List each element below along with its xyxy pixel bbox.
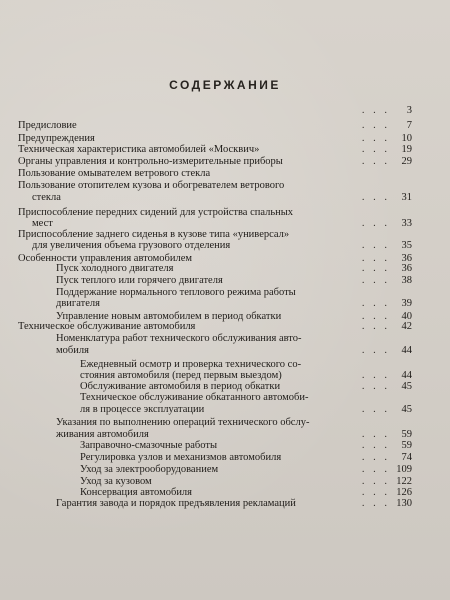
dot-leader: . . . xyxy=(361,298,390,309)
toc-page-number: 29 xyxy=(401,156,412,167)
toc-entry-continuation: ля в процессе эксплуатации xyxy=(80,404,205,415)
toc-entry-title: Ежедневный осмотр и проверка технического со- xyxy=(80,359,302,370)
toc-entry-title: Органы управления и контрольно-измерительные приборы xyxy=(18,156,283,167)
toc-entry-title: Номенклатура работ технического обслуживания авто- xyxy=(56,333,302,344)
toc-entry-title: Поддержание нормального теплового режима работы xyxy=(56,287,296,298)
toc-page-number: 33 xyxy=(401,218,412,229)
toc-entry-title: Пользование отопителем кузова и обогревателем ветрового xyxy=(18,180,285,191)
toc-page-number: 45 xyxy=(401,404,412,415)
toc-page-number: 59 xyxy=(401,440,412,451)
page-title: СОДЕРЖАНИЕ xyxy=(169,78,281,92)
toc-entry-title: Техническое обслуживание автомобиля xyxy=(18,321,196,332)
toc-entry-continuation: стекла xyxy=(32,192,61,203)
toc-page-number: 19 xyxy=(401,144,412,155)
toc-page-number: 74 xyxy=(401,452,412,463)
toc-page-number: 130 xyxy=(396,498,412,509)
toc-page-number: 10 xyxy=(401,133,412,144)
toc-entry xyxy=(18,464,412,476)
dot-leader: . . . xyxy=(361,321,390,332)
toc-entry-title: Предисловие xyxy=(18,120,77,131)
toc-page-number: 42 xyxy=(401,321,412,332)
dot-leader: . . . xyxy=(361,240,390,251)
toc-page-number: 44 xyxy=(401,370,412,381)
toc-page-number: 38 xyxy=(401,275,412,286)
toc-entry xyxy=(18,452,412,464)
dot-leader: . . . xyxy=(361,370,390,381)
toc-entry-title: Пуск теплого или горячего двигателя xyxy=(56,275,223,286)
toc-entry xyxy=(18,476,412,488)
dot-leader: . . . xyxy=(361,105,390,116)
toc-entry-continuation: мест xyxy=(32,218,53,229)
dot-leader: . . . xyxy=(361,381,390,392)
toc-page-number: 126 xyxy=(396,487,412,498)
toc-entry-title: Консервация автомобиля xyxy=(80,487,193,498)
toc-entry-title: Предупреждения xyxy=(18,133,95,144)
toc-entry-title: Особенности управления автомобилем xyxy=(18,253,193,264)
toc-entry xyxy=(18,120,412,132)
dot-leader: . . . xyxy=(361,498,390,509)
toc-entry xyxy=(18,144,412,156)
dot-leader: . . . xyxy=(361,192,390,203)
toc-page-number: 31 xyxy=(401,192,412,203)
dot-leader: . . . xyxy=(361,440,390,451)
toc-page-number: 36 xyxy=(401,263,412,274)
dot-leader: . . . xyxy=(361,275,390,286)
toc-entry xyxy=(18,440,412,452)
dot-leader: . . . xyxy=(361,263,390,274)
dot-leader: . . . xyxy=(361,452,390,463)
toc-entry xyxy=(18,321,412,333)
dot-leader: . . . xyxy=(361,311,390,322)
dot-leader: . . . xyxy=(361,218,390,229)
toc-entry-title: Пользование омывателем ветрового стекла xyxy=(18,168,211,179)
toc-page-number: 36 xyxy=(401,253,412,264)
toc-entry-continuation: двигателя xyxy=(56,298,100,309)
toc-entry-title: Уход за электрооборудованием xyxy=(80,464,219,475)
toc-page-number: 40 xyxy=(401,311,412,322)
toc-page-number: 44 xyxy=(401,345,412,356)
toc-page-number: 3 xyxy=(406,105,412,116)
dot-leader: . . . xyxy=(361,404,390,415)
dot-leader: . . . xyxy=(361,133,390,144)
dot-leader: . . . xyxy=(361,144,390,155)
dot-leader: . . . xyxy=(361,120,390,131)
toc-page-number: 122 xyxy=(396,476,412,487)
toc-entry-title: Уход за кузовом xyxy=(80,476,152,487)
toc-page-number: 45 xyxy=(401,381,412,392)
toc-entry-title: Техническая характеристика автомобилей «Москвич» xyxy=(18,144,260,155)
toc-entry-title: Пуск холодного двигателя xyxy=(56,263,174,274)
toc-entry-title: Обслуживание автомобиля в период обкатки xyxy=(80,381,281,392)
toc-entry-title: Приспособление передних сидений для устройства спальных xyxy=(18,207,294,218)
toc-entry xyxy=(18,169,404,180)
dot-leader: . . . xyxy=(361,253,390,264)
dot-leader: . . . xyxy=(361,464,390,475)
toc-entry-title: Гарантия завода и порядок предъявления рекламаций xyxy=(56,498,296,509)
toc-entry-continuation: для увеличения объема грузового отделения xyxy=(32,240,231,251)
toc-entry-title: Заправочно-смазочные работы xyxy=(80,440,218,451)
toc-entry-continuation: стояния автомобиля (перед первым выездом) xyxy=(80,370,282,381)
toc-page-number: 39 xyxy=(401,298,412,309)
toc-page-number: 59 xyxy=(401,429,412,440)
toc-entry-continuation: живания автомобиля xyxy=(56,429,149,440)
toc-entry-title: Техническое обслуживание обкатанного автомоби- xyxy=(80,392,309,403)
toc-page-number: 109 xyxy=(396,464,412,475)
toc-entry xyxy=(18,275,412,287)
toc-page-number: 35 xyxy=(401,240,412,251)
dot-leader: . . . xyxy=(361,156,390,167)
toc-entry-title: Приспособление заднего сиденья в кузове типа «универсал» xyxy=(18,229,290,240)
toc-entry-title: Регулировка узлов и механизмов автомобиля xyxy=(80,452,282,463)
dot-leader: . . . xyxy=(361,487,390,498)
toc-entry xyxy=(18,156,412,168)
toc-entry-continuation: мобиля xyxy=(56,345,89,356)
toc-entry-title: Управление новым автомобилем в период обкатки xyxy=(56,311,282,322)
toc-page-number: 7 xyxy=(406,120,412,131)
toc-entry-title: Указания по выполнению операций технического обслу- xyxy=(56,417,310,428)
dot-leader: . . . xyxy=(361,476,390,487)
toc-entry xyxy=(18,105,412,117)
dot-leader: . . . xyxy=(361,429,390,440)
dot-leader: . . . xyxy=(361,345,390,356)
toc-entry xyxy=(18,498,412,510)
toc-entry xyxy=(18,263,412,275)
